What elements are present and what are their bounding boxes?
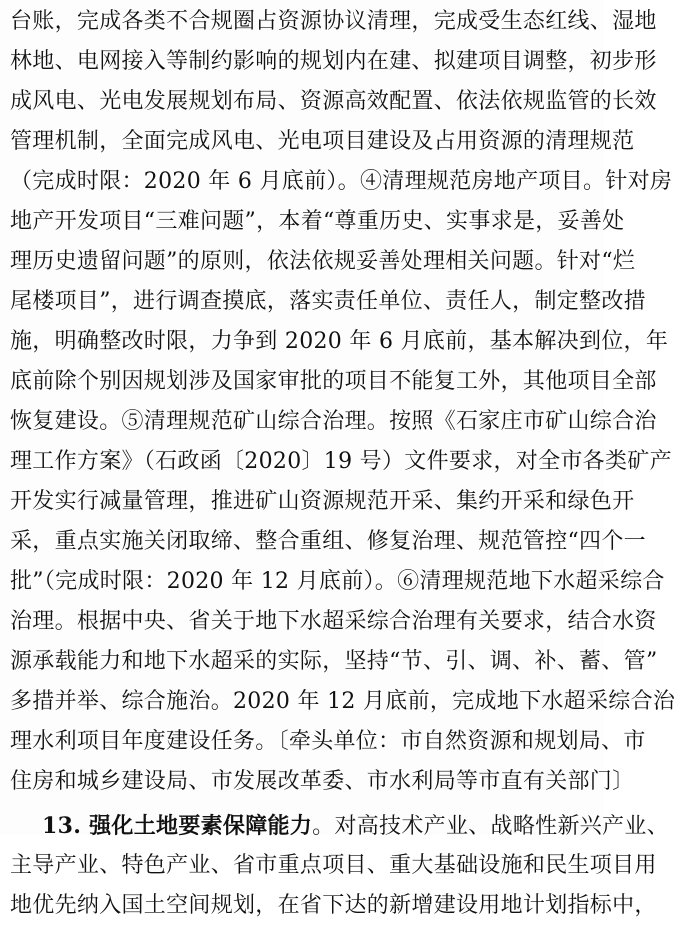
paragraph-line: 恢复建设。⑤清理规范矿山综合治理。按照《石家庄市矿山综合治	[10, 409, 657, 434]
paragraph-line: 开发实行减量管理，推进矿山资源规范开采、集约开采和绿色开	[10, 489, 635, 514]
paragraph-line: 源承载能力和地下水超采的实际，坚持“节、引、调、补、蓄、管”	[10, 649, 658, 674]
paragraph-line: 底前除个别因规划涉及国家审批的项目不能复工外，其他项目全部	[10, 369, 657, 394]
paragraph-line: 理工作方案》（石政函〔2020〕19 号）文件要求，对全市各类矿产	[10, 449, 672, 474]
paragraph-line: 多措并举、综合施治。2020 年 12 月底前，完成地下水超采综合治	[10, 689, 675, 714]
paragraph-line: 理历史遗留问题”的原则，依法依规妥善处理相关问题。针对“烂	[10, 249, 636, 274]
paragraph-line: 主导产业、特色产业、省市重点项目、重大基础设施和民生项目用	[10, 853, 657, 878]
paragraph-line: 批”（完成时限：2020 年 12 月底前）。⑥清理规范地下水超采综合	[10, 569, 665, 594]
paragraph-line: 尾楼项目”，进行调查摸底，落实责任单位、责任人，制定整改措	[10, 289, 646, 314]
paragraph-line: 台账，完成各类不合规圈占资源协议清理，完成受生态红线、湿地	[10, 9, 657, 34]
paragraph-line: （完成时限：2020 年 6 月底前）。④清理规范房地产项目。针对房	[10, 169, 673, 194]
section-13-first-line	[42, 806, 669, 846]
paragraph-line: 管理机制，全面完成风电、光电项目建设及占用资源的清理规范	[10, 129, 635, 154]
paragraph-line: 成风电、光电发展规划布局、资源高效配置、依法依规监管的长效	[10, 89, 657, 114]
section-13-text: 。对高技术产业、战略性新兴产业、	[312, 814, 669, 839]
paragraph-line: 采，重点实施关闭取缔、整合重组、修复治理、规范管控“四个一	[10, 529, 646, 554]
paragraph-line: 林地、电网接入等制约影响的规划内在建、拟建项目调整，初步形	[10, 49, 657, 74]
paragraph-line: 施，明确整改时限，力争到 2020 年 6 月底前，基本解决到位，年	[10, 329, 669, 354]
paragraph-line: 地产开发项目“三难问题”，本着“尊重历史、实事求是，妥善处	[10, 209, 625, 234]
paragraph-line: 理水利项目年度建设任务。〔牵头单位：市自然资源和规划局、市	[10, 729, 646, 754]
paragraph-line: 治理。根据中央、省关于地下水超采综合治理有关要求，结合水资	[10, 609, 657, 634]
paragraph-line: 地优先纳入国土空间规划，在省下达的新增建设用地计划指标中，	[10, 893, 657, 918]
paragraph-line: 住房和城乡建设局、市发展改革委、市水利局等市直有关部门〕	[10, 769, 635, 794]
section-13-heading: 13. 强化土地要素保障能力	[42, 813, 313, 839]
